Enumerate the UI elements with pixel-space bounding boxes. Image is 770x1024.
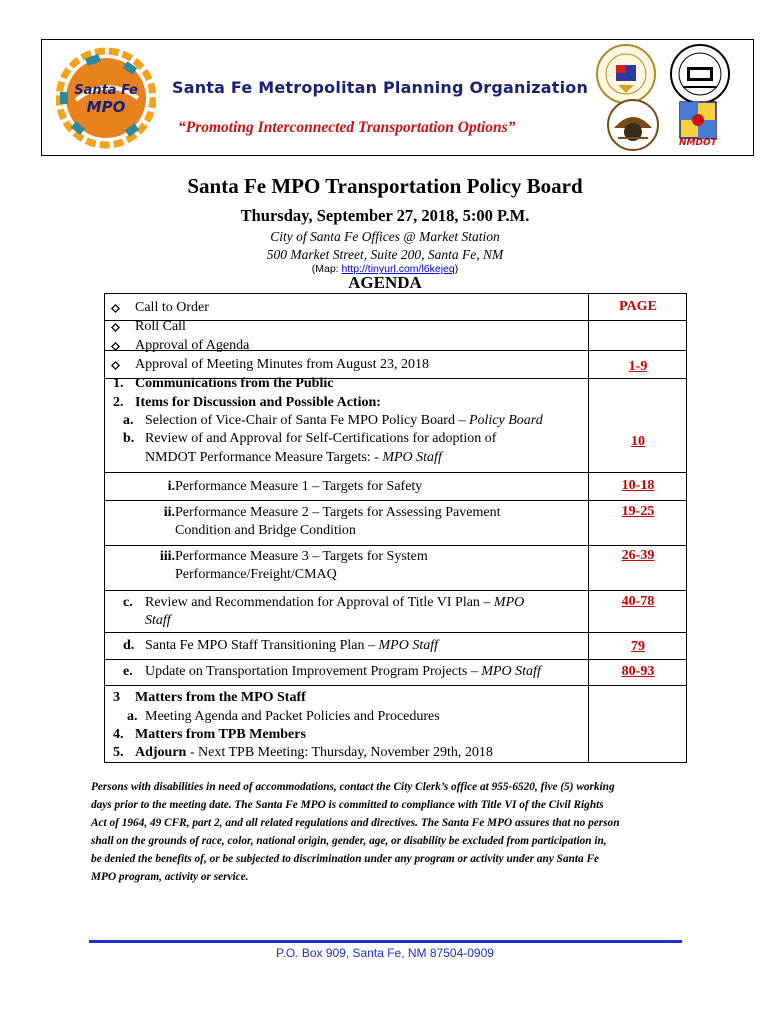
- agenda-item-3a: Meeting Agenda and Packet Policies and Procedures: [145, 709, 440, 724]
- performance-measure-2-line-1: Performance Measure 2 – Targets for Assessing Pavement: [175, 505, 501, 520]
- row-divider: [105, 545, 686, 546]
- footer-divider: [89, 940, 682, 943]
- agenda-item-2d-letter: d.: [123, 638, 135, 653]
- agenda-item-4-number: 4.: [113, 727, 124, 742]
- page-number: 79: [631, 639, 645, 654]
- item-presenter: MPO: [493, 595, 525, 610]
- map-suffix: ): [454, 263, 459, 275]
- item-presenter: MPO Staff: [378, 638, 438, 653]
- agenda-item-approval-minutes: Approval of Meeting Minutes from August 23, 2018: [135, 357, 429, 372]
- row-divider: [105, 685, 686, 686]
- page-ref-pm3: [589, 548, 687, 564]
- performance-measure-1: Performance Measure 1 – Targets for Safety: [175, 479, 423, 494]
- footer-address: P.O. Box 909, Santa Fe, NM 87504-0909: [276, 946, 494, 960]
- page-number: 19-25: [621, 504, 655, 519]
- agenda-item-2c-line-1: [145, 594, 524, 612]
- county-seal-icon: [595, 43, 657, 105]
- row-divider: [105, 472, 686, 473]
- page-ref-2e: [589, 664, 687, 680]
- page-column-heading: PAGE: [619, 299, 657, 314]
- agenda-heading: AGENDA: [348, 273, 422, 292]
- accessibility-notice: [91, 778, 691, 886]
- agenda-item-3a-letter: a.: [127, 709, 138, 724]
- page-number: 26-39: [621, 548, 655, 563]
- row-divider: [105, 659, 686, 660]
- agenda-item-approval-agenda: Approval of Agenda: [135, 338, 250, 353]
- agenda-item-2: Items for Discussion and Possible Action:: [135, 395, 381, 410]
- meeting-venue: [0, 228, 770, 264]
- item-text: Santa Fe MPO Staff Transitioning Plan –: [145, 638, 375, 653]
- agenda-item-2a-letter: a.: [123, 413, 134, 428]
- agenda-table: [104, 293, 687, 763]
- page-title: Santa Fe MPO Transportation Policy Board: [187, 174, 583, 198]
- diamond-bullet-icon: [111, 361, 120, 370]
- item-text: Update on Transportation Improvement Program Projects –: [145, 664, 478, 679]
- performance-measure-3-number: iii.: [159, 549, 175, 564]
- agenda-item-3: Matters from the MPO Staff: [135, 690, 306, 705]
- map-link[interactable]: http://tinyurl.com/l6kejeq: [341, 263, 455, 275]
- agenda-item-2e: [145, 663, 541, 681]
- page-number: 10-18: [621, 478, 655, 493]
- page-number: 40-78: [621, 594, 655, 609]
- meeting-datetime: Thursday, September 27, 2018, 5:00 P.M.: [240, 206, 530, 225]
- map-prefix: (Map:: [311, 263, 342, 275]
- agenda-item-2c-letter: c.: [123, 595, 133, 610]
- page-number: 10: [631, 434, 645, 449]
- org-name: Santa Fe Metropolitan Planning Organization: [172, 78, 589, 97]
- row-divider: [105, 500, 686, 501]
- item-text: Review and Recommendation for Approval of Title VI Plan –: [145, 595, 491, 610]
- item-text: - Next TPB Meeting: Thursday, November 29th, 2018: [189, 745, 493, 760]
- pueblo-seal-icon: [604, 98, 662, 152]
- agenda-item-2c-line-2: Staff: [145, 613, 171, 628]
- diamond-bullet-icon: [111, 323, 120, 332]
- venue-line-1: City of Santa Fe Offices @ Market Station: [270, 229, 500, 244]
- nmdot-label: NMDOT: [679, 138, 717, 148]
- performance-measure-2-line-2: Condition and Bridge Condition: [175, 523, 356, 538]
- venue-line-2: 500 Market Street, Suite 200, Santa Fe, NM: [266, 247, 504, 262]
- diamond-bullet-icon: [111, 342, 120, 351]
- city-seal-icon: [669, 43, 731, 105]
- agenda-item-2-number: 2.: [113, 395, 124, 410]
- performance-measure-2-number: ii.: [163, 505, 175, 520]
- notice-line: be denied the benefits of, or be subjected to discrimination under any program or activity under any Santa Fe: [91, 853, 600, 865]
- agenda-item-2d: [145, 637, 438, 655]
- agenda-item-call-to-order: Call to Order: [135, 300, 209, 315]
- row-divider: [105, 590, 686, 591]
- agenda-item-4: Matters from TPB Members: [135, 727, 306, 742]
- agenda-item-2b-letter: b.: [123, 431, 135, 446]
- row-divider: [105, 320, 686, 321]
- diamond-bullet-icon: [111, 304, 120, 313]
- logo-text-santa-fe: Santa Fe: [74, 83, 138, 98]
- santa-fe-mpo-logo: [56, 46, 156, 150]
- notice-line: shall on the grounds of race, color, national origin, gender, age, or disability be excluded from participation in,: [91, 835, 607, 847]
- agenda-item-5: [135, 744, 493, 762]
- notice-line: MPO program, activity or service.: [91, 871, 249, 883]
- agenda-item-5-number: 5.: [113, 745, 124, 760]
- agenda-item-2a: [145, 412, 543, 430]
- logo-text-mpo: MPO: [86, 98, 126, 116]
- performance-measure-3-line-1: Performance Measure 3 – Targets for System: [175, 549, 428, 564]
- page-ref-pm2: [589, 504, 687, 520]
- performance-measure-3-line-2: Performance/Freight/CMAQ: [175, 567, 337, 582]
- agenda-item-1-number: 1.: [113, 376, 124, 391]
- page-number: 1-9: [628, 359, 648, 374]
- page-ref-2d: [589, 639, 687, 655]
- item-text: NMDOT Performance Measure Targets: -: [145, 450, 379, 465]
- adjourn-label: Adjourn: [135, 745, 187, 760]
- page-ref-minutes: [589, 359, 687, 375]
- page-number: 80-93: [621, 664, 655, 679]
- item-presenter: Policy Board: [468, 413, 543, 428]
- notice-line: Persons with disabilities in need of accommodations, contact the City Clerk’s office at 955-6520, five (5) working: [91, 781, 615, 793]
- org-tagline: “Promoting Interconnected Transportation Options”: [178, 119, 516, 136]
- agenda-item-3-number: 3: [113, 690, 120, 705]
- agenda-item-2b-line-2: [145, 449, 442, 467]
- item-text: Selection of Vice-Chair of Santa Fe MPO Policy Board –: [145, 413, 466, 428]
- page-ref-pm1: [589, 478, 687, 494]
- agenda-item-2e-letter: e.: [123, 664, 133, 679]
- notice-line: Act of 1964, 49 CFR, part 2, and all related regulations and directives. The Santa Fe MPO assures that no person: [91, 817, 620, 829]
- page-ref-2b: [589, 434, 687, 450]
- agenda-item-roll-call: Roll Call: [135, 319, 186, 334]
- item-presenter: MPO Staff: [481, 664, 541, 679]
- notice-line: days prior to the meeting date. The Santa Fe MPO is committed to compliance with Title VI of the Civil Rights: [91, 799, 604, 811]
- agenda-item-2b-line-1: Review of and Approval for Self-Certifications for adoption of: [145, 431, 497, 446]
- letterhead: [41, 39, 754, 156]
- agenda-item-1: Communications from the Public: [135, 376, 334, 391]
- row-divider: [105, 632, 686, 633]
- page-ref-2c: [589, 594, 687, 610]
- item-presenter: MPO Staff: [382, 450, 442, 465]
- performance-measure-1-number: i.: [167, 479, 175, 494]
